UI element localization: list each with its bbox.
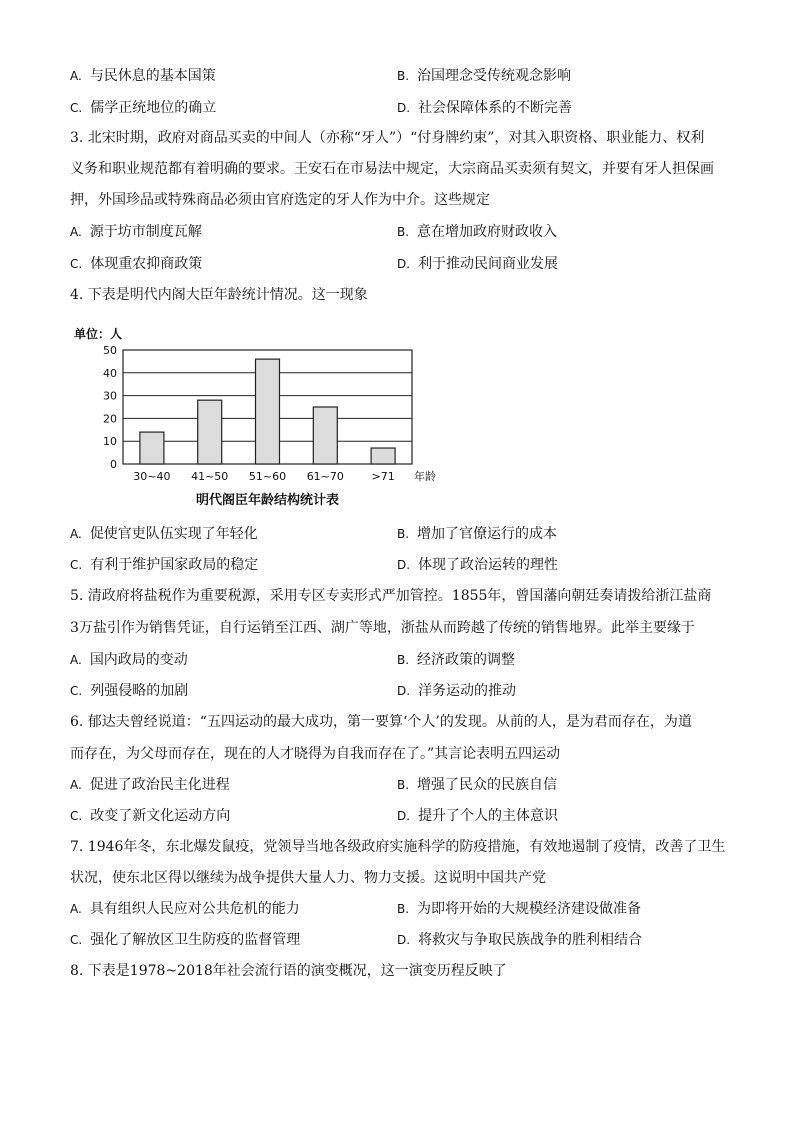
q3-option-b[interactable]: B. 意在增加政府财政收入 bbox=[397, 224, 558, 240]
q3-option-d[interactable]: D. 利于推动民间商业发展 bbox=[397, 256, 559, 272]
q4-option-d[interactable]: D. 体现了政治运转的理性 bbox=[397, 557, 559, 573]
q4-stem-line-1: 4. 下表是明代内阁大臣年龄统计情况。这一现象 bbox=[70, 287, 368, 303]
age-bar-chart-svg bbox=[70, 322, 450, 514]
q2-option-d[interactable]: D. 社会保障体系的不断完善 bbox=[397, 100, 573, 116]
q7-option-c[interactable]: C. 强化了解放区卫生防疫的监督管理 bbox=[70, 932, 301, 948]
q6-option-d[interactable]: D. 提升了个人的主体意识 bbox=[397, 808, 559, 824]
chart-x-tick-label: 61~70 bbox=[306, 470, 344, 483]
q7-stem-line-2: 状况，使东北区得以继续为战争提供大量人力、物力支援。这说明中国共产党 bbox=[70, 870, 546, 886]
q3-stem-line-1: 3. 北宋时期，政府对商品买卖的中间人（亦称“牙人”）“付身牌约束”，对其入职资格、职业能力、权利 bbox=[70, 130, 705, 146]
q6-stem-line-2: 而存在，为父母而存在，现在的人才晓得为自我而存在了。”其言论表明五四运动 bbox=[70, 746, 561, 762]
chart-unit-label: 单位：人 bbox=[74, 327, 123, 341]
q3-stem-line-3: 押，外国珍品或特殊商品必须由官府选定的牙人作为中介。这些规定 bbox=[70, 192, 490, 208]
q6-option-a[interactable]: A. 促进了政治民主化进程 bbox=[70, 777, 230, 793]
q5-option-a[interactable]: A. 国内政局的变动 bbox=[70, 652, 188, 668]
chart-y-tick-label: 10 bbox=[103, 435, 117, 449]
q8-stem-line-1: 8. 下表是1978~2018年社会流行语的演变概况，这一演变历程反映了 bbox=[70, 963, 507, 979]
chart-y-tick-label: 0 bbox=[110, 458, 117, 471]
q7-option-b[interactable]: B. 为即将开始的大规模经济建设做准备 bbox=[397, 901, 642, 917]
chart-x-tick-label: 41~50 bbox=[191, 470, 229, 483]
q5-options-row-1 bbox=[70, 650, 730, 670]
q7-options-row-1 bbox=[70, 899, 730, 919]
q3-option-c[interactable]: C. 体现重农抑商政策 bbox=[70, 256, 203, 272]
q6-stem-line-1: 6. 郁达夫曾经说道：“五四运动的最大成功，第一要算‘个人’的发现。从前的人，是为君而存在，为道 bbox=[70, 714, 692, 730]
chart-y-tick-label: 50 bbox=[103, 344, 117, 357]
q2-options-row-2 bbox=[70, 98, 730, 118]
q4-options-row-2 bbox=[70, 555, 730, 575]
chart-y-tick-label: 40 bbox=[103, 366, 117, 380]
q5-option-c[interactable]: C. 列强侵略的加剧 bbox=[70, 683, 189, 699]
age-bar-chart bbox=[70, 322, 450, 514]
q6-option-c[interactable]: C. 改变了新文化运动方向 bbox=[70, 808, 231, 824]
q4-option-a[interactable]: A. 促使官吏队伍实现了年轻化 bbox=[70, 526, 258, 542]
q5-stem-line-2: 3万盐引作为销售凭证，自行运销至江西、湖广等地，浙盐从而跨越了传统的销售地界。此举主要缘于 bbox=[70, 620, 695, 636]
q2-option-b[interactable]: B. 治国理念受传统观念影响 bbox=[397, 68, 572, 84]
q6-options-row-1 bbox=[70, 775, 730, 795]
chart-title: 明代阁臣年龄结构统计表 bbox=[195, 493, 340, 508]
chart-x-tick-label: 30~40 bbox=[133, 470, 171, 483]
chart-x-tick-label: 51~60 bbox=[248, 470, 287, 483]
q4-option-c[interactable]: C. 有利于维护国家政局的稳定 bbox=[70, 557, 259, 573]
chart-bar bbox=[313, 407, 337, 464]
q3-stem-line-2: 义务和职业规范都有着明确的要求。王安石在市易法中规定，大宗商品买卖须有契文，并要有牙人担保画 bbox=[70, 161, 714, 177]
chart-bar bbox=[256, 359, 280, 464]
q5-options-row-2 bbox=[70, 681, 730, 701]
q6-options-row-2 bbox=[70, 806, 730, 826]
chart-bar bbox=[140, 432, 164, 464]
q2-options-row-1 bbox=[70, 66, 730, 86]
q2-option-a[interactable]: A. 与民休息的基本国策 bbox=[70, 68, 216, 84]
q7-option-a[interactable]: A. 具有组织人民应对公共危机的能力 bbox=[70, 901, 300, 917]
chart-bar bbox=[198, 400, 222, 464]
q7-option-d[interactable]: D. 将救灾与争取民族战争的胜利相结合 bbox=[397, 932, 643, 948]
q4-option-b[interactable]: B. 增加了官僚运行的成本 bbox=[397, 526, 558, 542]
q5-option-d[interactable]: D. 洋务运动的推动 bbox=[397, 683, 517, 699]
q7-options-row-2 bbox=[70, 930, 730, 950]
q3-option-a[interactable]: A. 源于坊市制度瓦解 bbox=[70, 224, 202, 240]
q6-option-b[interactable]: B. 增强了民众的民族自信 bbox=[397, 777, 558, 793]
q5-option-b[interactable]: B. 经济政策的调整 bbox=[397, 652, 516, 668]
q3-options-row-1 bbox=[70, 222, 730, 242]
chart-y-tick-label: 30 bbox=[103, 389, 117, 403]
q7-stem-line-1: 7. 1946年冬，东北爆发鼠疫，党领导当地各级政府实施科学的防疫措施，有效地遏制了疫情，改善了卫生 bbox=[70, 839, 726, 855]
chart-bar bbox=[371, 448, 395, 464]
chart-x-axis-label: 年龄 bbox=[414, 470, 436, 483]
q4-options-row-1 bbox=[70, 524, 730, 544]
q5-stem-line-1: 5. 清政府将盐税作为重要税源，采用专区专卖形式严加管控。1855年，曾国藩向朝廷奏请拨给浙江盐商 bbox=[70, 588, 712, 604]
chart-x-tick-label: >71 bbox=[371, 470, 395, 483]
q3-options-row-2 bbox=[70, 254, 730, 274]
q2-option-c[interactable]: C. 儒学正统地位的确立 bbox=[70, 100, 217, 116]
chart-y-tick-label: 20 bbox=[103, 412, 117, 426]
